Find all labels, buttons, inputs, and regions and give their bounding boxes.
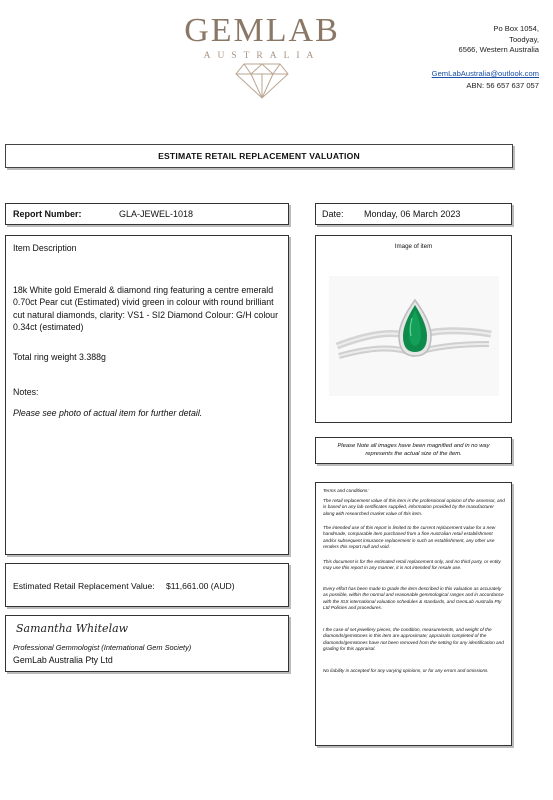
company-address (431, 24, 539, 90)
document-title: ESTIMATE RETAIL REPLACEMENT VALUATION (158, 151, 360, 161)
signatory-company: GemLab Australia Pty Ltd (13, 655, 113, 665)
item-description-text: 18k White gold Emerald & diamond ring featuring a centre emerald 0.70ct Pear cut (Estimated) vivid green in colour with round brilliant cut natural diamonds, clarity: VS1 - SI2 Diamond Colour: G/H colour 0.34ct (estimated) (13, 285, 278, 333)
item-image-caption: Image of item (394, 243, 433, 250)
date-box (315, 203, 512, 225)
terms-paragraph: No liability is accepted for any varying opinions, or for any errors and omissions. (323, 668, 489, 673)
signature-box (5, 615, 289, 672)
terms-paragraph: I the case of set jewellery pieces, the condition, measurements, and weight of the diamonds/gemstones in this item are approximate; appraisals completed of the diamonds/gemstones have not been removed from the setting for any identification and grading for this appraisal. (323, 627, 504, 651)
email-link[interactable]: GemLabAustralia@outlook.com (431, 69, 539, 78)
valuation-box (5, 563, 289, 607)
terms-paragraph: Every effort has been made to grade the item described in this valuation as accurately as possible, within the normal and reasonable gemmological ranges and in accordance with the IGS international valuation schedules & standards, and GemLab Australia Pty Ltd Policies and procedures. (323, 586, 504, 610)
date-label: Date: (322, 209, 344, 219)
signatory-role: Professional Gemmologist (International Gem Society) (13, 643, 192, 652)
abn-number: ABN: 56 657 637 057 (466, 81, 539, 90)
valuation-label: Estimated Retail Replacement Value: (13, 581, 155, 591)
diamond-logo-icon (234, 62, 290, 100)
report-number-label: Report Number: (13, 209, 82, 219)
ring-photo (329, 276, 499, 396)
notes-text: Please see photo of actual item for further detail. (13, 408, 203, 418)
signature: Samantha Whitelaw (16, 622, 129, 635)
address-line: 6566, Western Australia (458, 45, 539, 55)
item-description-heading: Item Description (13, 243, 77, 253)
terms-box (315, 482, 512, 746)
brand-logo-subtext: AUSTRALIA (203, 51, 321, 61)
address-line: Po Box 1054, (493, 24, 539, 33)
report-number-value: GLA-JEWEL-1018 (119, 209, 194, 219)
date-value: Monday, 06 March 2023 (364, 209, 461, 219)
valuation-value: $11,661.00 (AUD) (166, 581, 235, 591)
item-image-box (315, 235, 512, 423)
item-description-box (5, 235, 289, 555)
terms-paragraph: This document is for the estimated retail replacement only, and no third party, or entity may use this report in any manner, it is not intended for resale use. (323, 559, 501, 571)
image-note-box (315, 437, 512, 464)
document-title-box (5, 144, 513, 168)
terms-paragraph: The intended use of this report is limited to the current replacement value for a new handmade, comparable item purchased from a fine Australian retail establishment and/or subsequent insurance replacement in such an establishment, any other use renders this report null and void. (323, 525, 496, 549)
brand-logo-text: GEMLAB (184, 12, 340, 49)
terms-paragraph: The retail replacement value of this item is the professional opinion of the assessor, and is based on any lab certificates supplied, information provided by the manufacturer along with researched market value of this item. (323, 498, 505, 516)
image-note-text: Please Note all images have been magnified and in no way represents the actual size of the item. (337, 443, 490, 458)
report-number-box (5, 203, 289, 225)
item-weight: Total ring weight 3.388g (13, 352, 106, 362)
terms-heading: Terms and conditions: (323, 488, 369, 493)
notes-label: Notes: (13, 387, 39, 397)
address-line: Toodyay, (509, 34, 539, 44)
